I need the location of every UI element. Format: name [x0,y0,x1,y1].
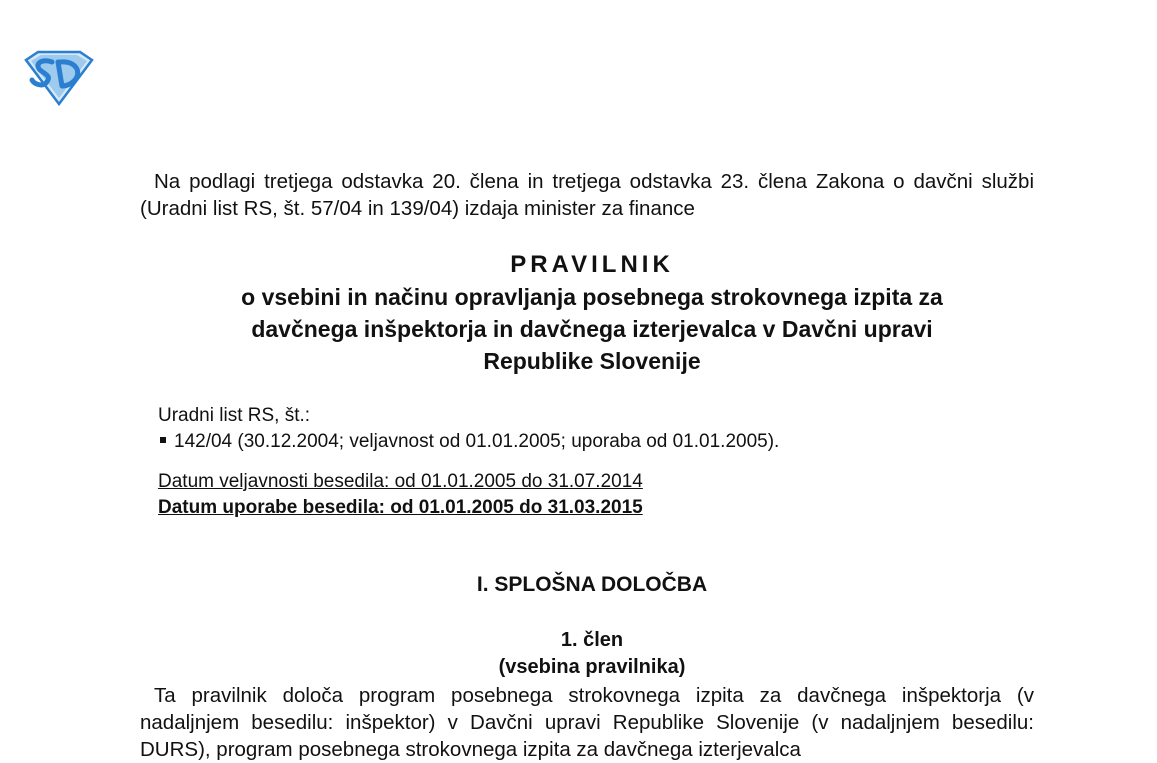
article-text: Ta pravilnik določa program posebnega strokovnega izpita za davčnega inšpektorja (v nadaljnjem besedilu: inšpektor) v Davčni upravi Republike Slovenije (v nadaljnjem besedilu: DURS), program posebnega strokovnega izpita za davčnega izterjevalca [140,684,1034,761]
document-title [140,249,1044,377]
gazette-entry-text: 142/04 (30.12.2004; veljavnost od 01.01.2005; uporaba od 01.01.2005). [174,431,780,452]
article-subtitle: (vsebina pravilnika) [498,656,686,678]
title-heading: PRAVILNIK [510,251,674,278]
bullet-icon [160,437,166,443]
article-number: 1. člen [560,629,624,651]
sd-logo-icon [22,50,96,106]
intro-paragraph: Na podlagi tretjega odstavka 20. člena in tretjega odstavka 23. člena Zakona o davčni službi (Uradni list RS, št. 57/04 in 139/04) izdaja minister za finance [140,170,1034,220]
validity-date: Datum veljavnosti besedila: od 01.01.2005 do 31.07.2014 [158,471,643,492]
title-line-2: davčnega inšpektorja in davčnega izterjevalca v Davčni upravi [251,316,933,342]
gazette-entry [158,429,779,455]
gazette-label: Uradni list RS, št.: [158,405,311,426]
gazette-reference [158,403,779,455]
title-line-3: Republike Slovenije [483,348,701,374]
validity-dates [158,469,643,521]
use-date: Datum uporabe besedila: od 01.01.2005 do 31.03.2015 [158,497,643,518]
chapter-heading: I. SPLOŠNA DOLOČBA [476,573,708,596]
title-line-1: o vsebini in načinu opravljanja posebnega strokovnega izpita za [241,284,943,310]
article-heading [140,627,1044,681]
